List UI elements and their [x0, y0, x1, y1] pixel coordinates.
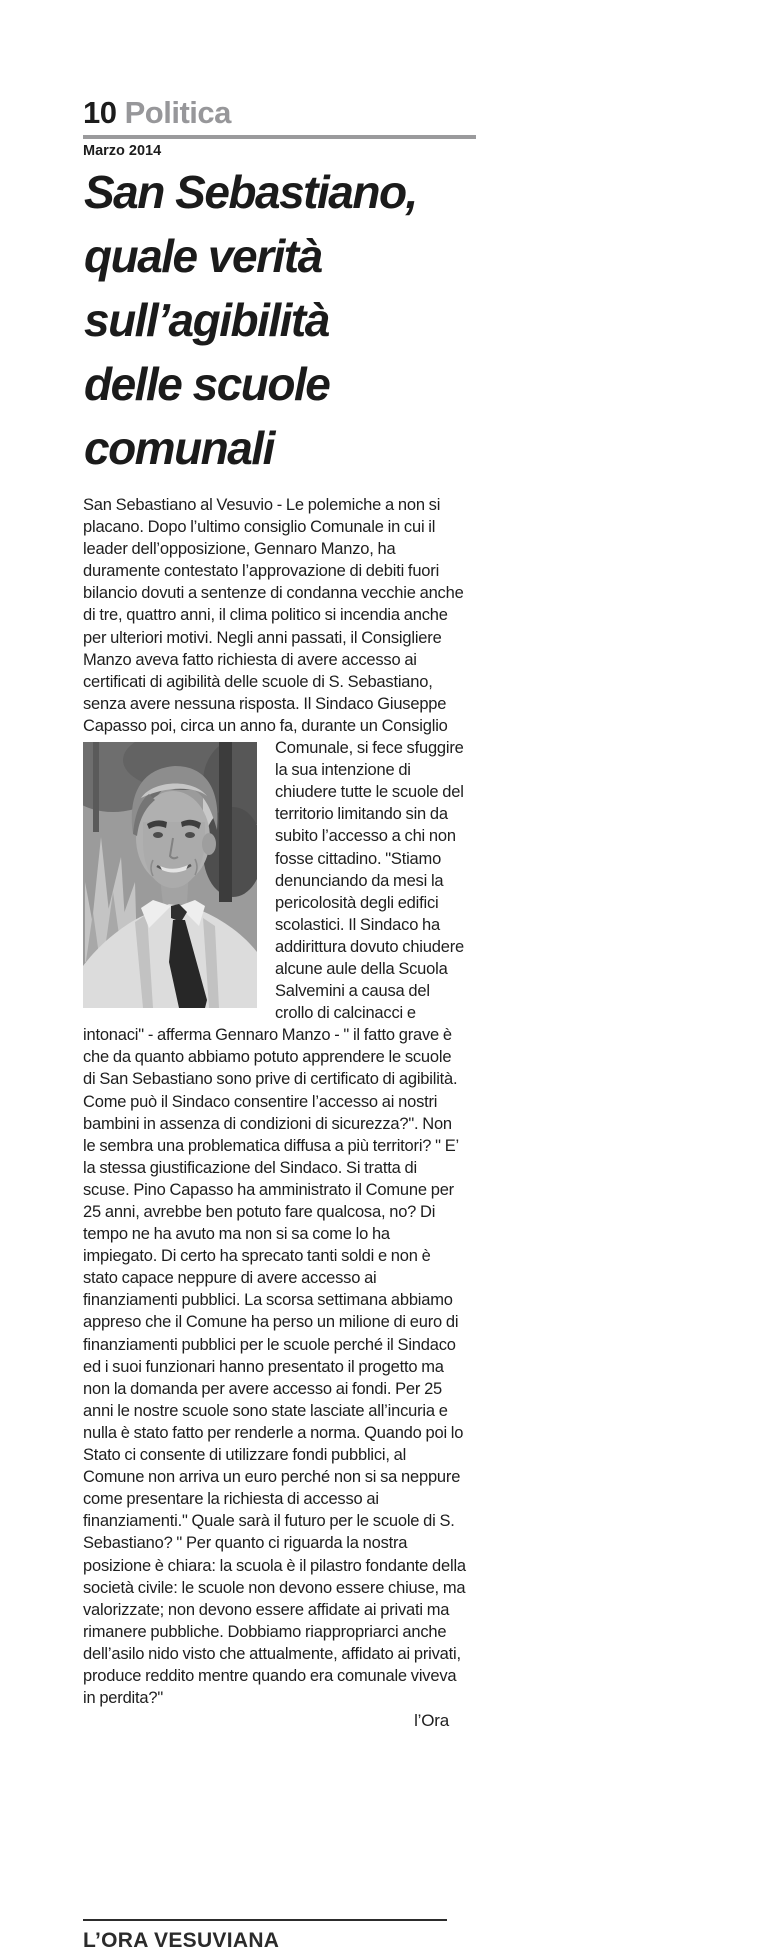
article-title-line: sull’agibilità — [84, 294, 329, 346]
article-paragraph-part2: fa, durante un Consiglio Comunale, si fece sfuggire la sua intenzione di chiudere tutte le scuole del territorio limitando sin da subito l’accesso a chi non fosse cittadino. "Stiamo denunciando da mesi la pericolosità degli edifici scolastici. Il Sindaco ha addirittura dovuto chiudere alcune aule della Scuola Salvemini a causa del crollo di calcinacci e intonaci" - afferma Gennaro Manzo - " il fatto grave è che da quanto abbiamo potuto apprendere le scuole di San Sebastiano sono prive di certificato di agibilità. Come può il Sindaco consentire l’accesso ai nostri bambini in assenza di condizioni di sicurezza?". Non le sembra una problematica diffusa a più territori? " E’ la stessa giustificazione del Sindaco. Si tratta di scuse. Pino Capasso ha amministrato il Comune per 25 anni, avrebbe ben potuto fare qualcosa, no? Di tempo ne ha avuto ma non si sa come lo ha impiegato. Di certo ha sprecato tanti soldi e non è stato capace neppure di avere accesso ai finanziamenti pubblici. La scorsa settimana abbiamo appreso che il Comune ha perso un milione di euro di finanziamenti pubblici per le scuole perché il Sindaco ed i suoi funzionari hanno presentato il progetto ma non la domanda per avere accesso ai fondi. Per 25 anni le nostre scuole sono state lasciate all’incuria e nulla è stato fatto per renderle a norma. Quando poi lo Stato ci consente di utilizzare fondi pubblici, al Comune non arriva un euro perché non si sa neppure come presentare la richiesta di accesso ai finanziamenti." Quale sarà il futuro per le scuole di S. Sebastiano? " Per quanto ci riguarda la nostra posizione è chiara: la scuola è il pilastro fondante della società civile: le scuole non devono essere chiuse, ma valorizzate; non devono essere affidate ai privati ma rimanere pubbliche. Dobbiamo riappropriarci anche dell’asilo nido visto che attualmente, affidato ai privati, produce reddito mentre quando era comunale viveva in perdita?" — [83, 716, 466, 1708]
footer-rule — [83, 1919, 447, 1921]
section-name: Politica — [124, 95, 231, 130]
page-number: 10 — [83, 95, 117, 130]
article-title-line: delle scuole — [84, 358, 330, 410]
article-byline: l’Ora — [414, 1711, 449, 1731]
issue-date: Marzo 2014 — [83, 143, 162, 159]
article-title-line: comunali — [84, 422, 274, 474]
article-paragraph-part1: San Sebastiano al Vesuvio - Le polemiche a non si placano. Dopo l’ultimo consiglio Comunale in cui il leader dell’opposizione, Gennaro Manzo, ha duramente contestato l’approvazione di debiti fuori bilancio dovuti a sentenze di condanna vecchie anche di tre, quattro anni, il clima politico si incendia anche per ulteriori motivi. Negli anni passati, il Consigliere Manzo aveva fatto richiesta di avere accesso ai certificati di agibilità delle scuole di S. Sebastiano, senza avere nessuna risposta. Il Sindaco Giuseppe Capasso poi, circa un anno — [83, 496, 464, 735]
article-title — [84, 160, 476, 480]
portrait-photo-graphic — [83, 742, 257, 1008]
page-footer — [83, 1919, 447, 1953]
article-title-line: quale verità — [84, 230, 322, 282]
section-heading — [83, 97, 477, 128]
page-header — [83, 97, 477, 159]
header-rule — [83, 135, 476, 139]
article-body — [83, 494, 467, 1732]
capasso-portrait-photo — [83, 742, 257, 1008]
publication-name: L’ORA VESUVIANA — [83, 1929, 280, 1952]
article-title-line: San Sebastiano, — [84, 166, 417, 218]
